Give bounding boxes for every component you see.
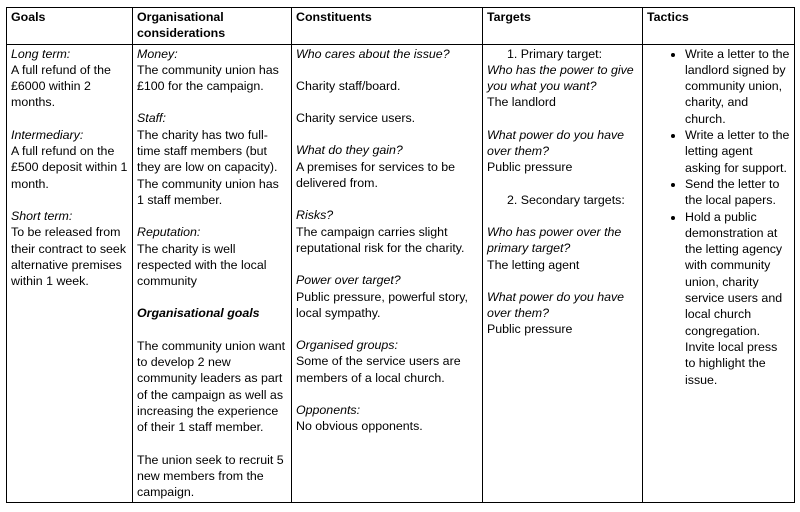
targets-cell (483, 44, 643, 503)
constituents-groups-text: Some of the service users are members of a local church. (296, 354, 461, 385)
campaign-strategy-table (6, 7, 795, 503)
targets-primary-heading: 1. Primary target: (507, 46, 603, 61)
targets-secondary-question: Who has power over the primary target? (487, 224, 622, 256)
org-reputation-text: The charity is well respected with the local community (137, 241, 267, 289)
constituents-power-text: Public pressure, powerful story, local sympathy. (296, 289, 468, 320)
targets-secondary-power-answer: Public pressure (487, 322, 573, 337)
header-constituents: Constituents (292, 8, 483, 45)
constituents-risks-label: Risks? (296, 208, 334, 223)
tactics-cell (643, 44, 795, 503)
targets-secondary-heading: 2. Secondary targets: (507, 192, 625, 207)
org-money-text: The community union has £100 for the campaign. (137, 62, 279, 94)
tactics-list (647, 46, 790, 388)
org-staff-text: The charity has two full-time staff members (but they are low on capacity). The community union has 1 staff member. (137, 127, 279, 207)
constituents-gain-text: A premises for services to be delivered from. (296, 159, 456, 191)
goal-label-short-term: Short term: (11, 208, 73, 223)
constituents-cell (292, 44, 483, 503)
org-goals-label: Organisational goals (137, 306, 260, 321)
tactic-item: • Send the letter to the local papers. (685, 176, 790, 209)
constituents-cares-label: Who cares about the issue? (296, 46, 450, 61)
constituents-groups-label: Organised groups: (296, 338, 398, 353)
constituents-cares-1: Charity staff/board. (296, 78, 401, 93)
targets-primary-power-question: What power do you have over them? (487, 127, 625, 159)
targets-primary-question: Who has the power to give you what you want? (487, 62, 634, 94)
org-money-label: Money: (137, 46, 178, 61)
constituents-opponents-text: No obvious opponents. (296, 419, 423, 434)
header-targets: Targets (483, 8, 643, 45)
header-organisational-considerations: Organisational considerations (133, 8, 292, 45)
header-goals: Goals (7, 8, 133, 45)
goal-text-intermediary: A full refund on the £500 deposit within 1 month. (11, 144, 128, 191)
constituents-opponents-label: Opponents: (296, 403, 361, 418)
tactic-item: • Write a letter to the landlord signed by community union, charity, and church. (685, 46, 790, 127)
content-row (7, 44, 795, 503)
tactic-item: • Hold a public demonstration at the letting agency with community union, charity service users and local church congregation. Invite local press to highlight the issue. (685, 209, 790, 388)
constituents-risks-text: The campaign carries slight reputational risk for the charity. (296, 224, 465, 255)
tactic-item: • Write a letter to the letting agent asking for support. (685, 127, 790, 176)
targets-primary-answer: The landlord (487, 95, 556, 110)
header-tactics: Tactics (643, 8, 795, 45)
goal-label-long-term: Long term: (11, 46, 71, 61)
goals-cell (7, 44, 133, 503)
goal-text-short-term: To be released from their contract to seek alternative premises within 1 week. (11, 225, 127, 289)
org-reputation-label: Reputation: (137, 225, 201, 240)
targets-primary-power-answer: Public pressure (487, 160, 573, 175)
org-goals-text-1: The community union want to develop 2 new community leaders as part of the campaign as well as increasing the experience of their 1 staff member. (137, 338, 286, 435)
header-row (7, 8, 795, 45)
constituents-gain-label: What do they gain? (296, 143, 403, 158)
goal-text-long-term: A full refund of the £6000 within 2 months. (11, 62, 111, 110)
constituents-cares-2: Charity service users. (296, 111, 416, 126)
org-cell (133, 44, 292, 503)
targets-secondary-answer: The letting agent (487, 257, 580, 272)
goal-label-intermediary: Intermediary: (11, 127, 84, 142)
targets-secondary-power-question: What power do you have over them? (487, 289, 625, 321)
org-staff-label: Staff: (137, 111, 166, 126)
org-goals-text-2: The union seek to recruit 5 new members from the campaign. (137, 452, 284, 500)
constituents-power-label: Power over target? (296, 273, 401, 288)
